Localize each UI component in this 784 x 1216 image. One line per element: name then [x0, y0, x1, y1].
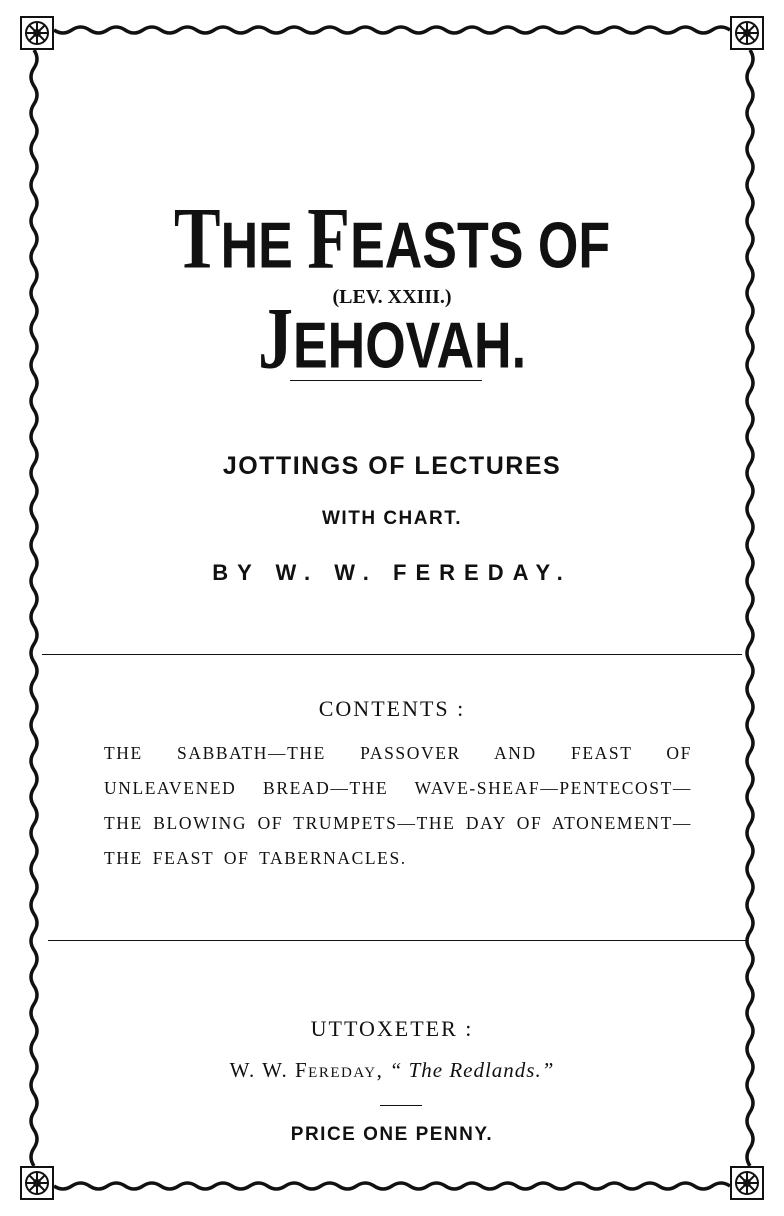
- divider-top: [42, 654, 742, 655]
- scripture-reference: (LEV. XXIII.): [332, 286, 452, 308]
- divider-tiny: [380, 1105, 422, 1106]
- imprint-place: UTTOXETER :: [310, 1016, 474, 1041]
- title-initial-j: J: [257, 291, 293, 388]
- title-text-3: EHOVAH.: [292, 310, 527, 383]
- corner-rosette-icon: [20, 1166, 54, 1200]
- corner-rosette-icon: [20, 16, 54, 50]
- divider-short: [290, 380, 482, 381]
- imprint-publisher: [58, 1058, 726, 1083]
- author-byline: BY W. W. FEREDAY.: [212, 560, 572, 585]
- corner-rosette-icon: [730, 16, 764, 50]
- contents-list: THE SABBATH—THE PASSOVER AND FEAST OF UNLEAVENED BREAD—THE WAVE-SHEAF—PENTECOST—THE BLOWING OF TRUMPETS—THE DAY OF ATONEMENT—THE FEAST OF TABERNACLES.: [104, 743, 692, 868]
- price-line: PRICE ONE PENNY.: [290, 1124, 494, 1145]
- border-wave: [747, 50, 753, 1166]
- title-text-1: HE: [220, 210, 308, 283]
- title-initial-f: F: [307, 191, 351, 288]
- border-wave: [54, 27, 730, 33]
- title-initial-t: T: [173, 191, 221, 288]
- subtitle-with-chart: WITH CHART.: [322, 508, 462, 529]
- contents-heading: CONTENTS :: [318, 696, 466, 721]
- divider-bottom: [48, 940, 748, 941]
- border-wave: [31, 50, 37, 1166]
- title-text-2: EASTS OF: [350, 210, 611, 283]
- corner-rosette-icon: [730, 1166, 764, 1200]
- title-page: [58, 60, 726, 1160]
- publisher-name: W. W. Fereday,: [229, 1058, 384, 1082]
- subtitle-jottings: JOTTINGS OF LECTURES: [222, 452, 562, 480]
- publisher-address: “ The Redlands.”: [389, 1058, 555, 1082]
- border-wave: [54, 1183, 730, 1189]
